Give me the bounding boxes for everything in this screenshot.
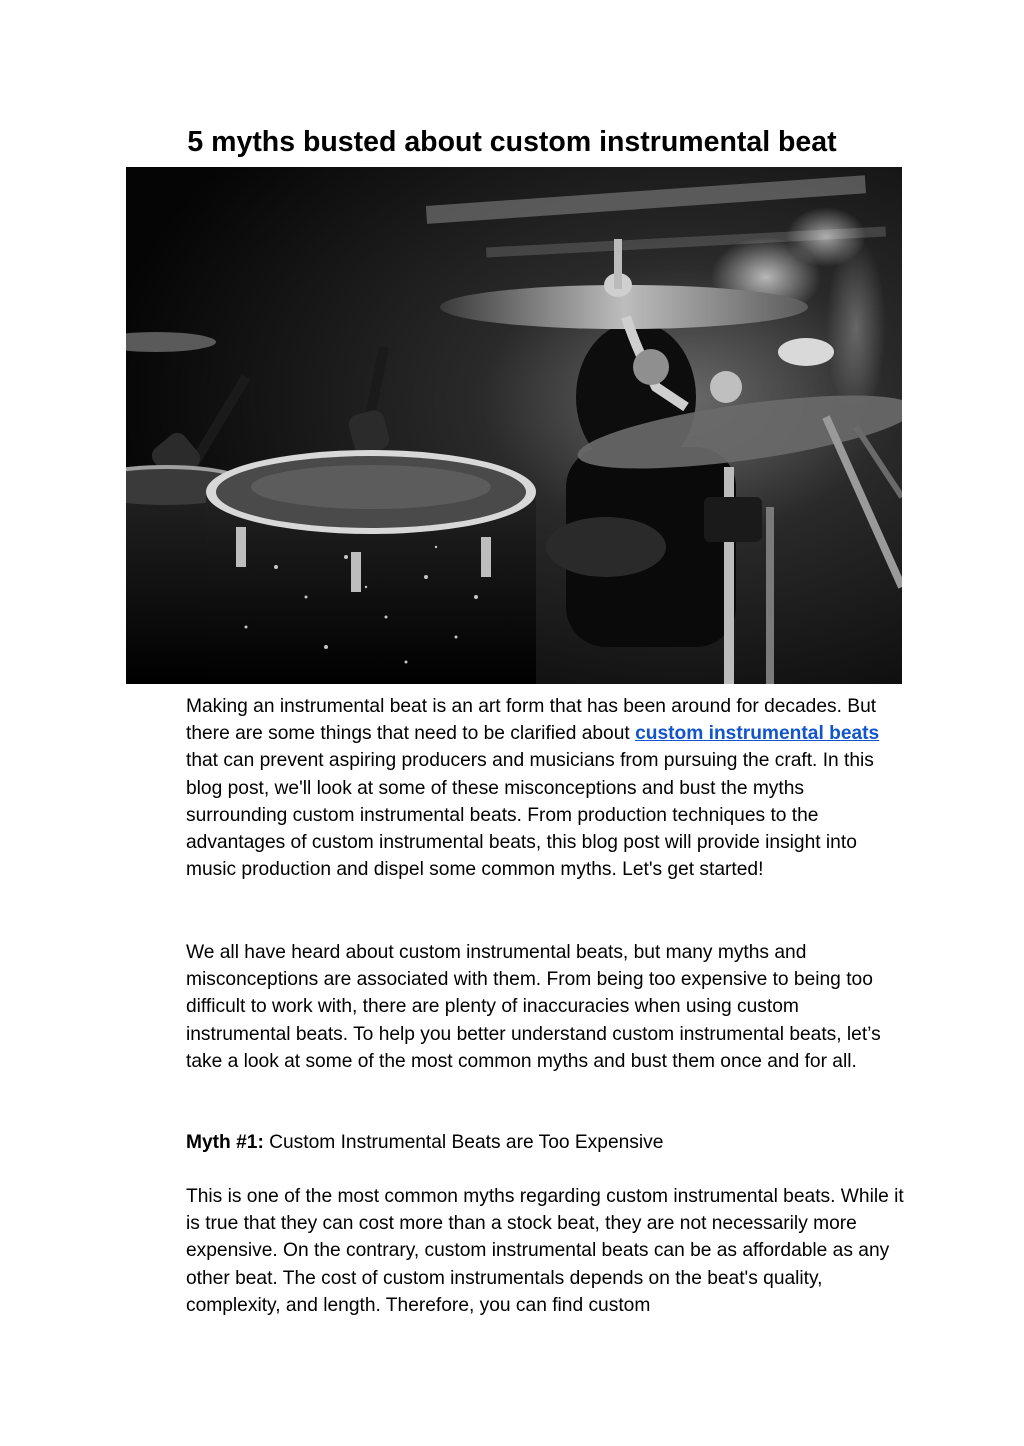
myth-1-label: Myth #1: (186, 1132, 264, 1153)
intro-text-start: Making an instrumental beat is an art form that has been around for decades. But there are some things that need to be clarified about (186, 696, 877, 745)
myth-1-heading (186, 1129, 904, 1156)
myth-1-title: Custom Instrumental Beats are Too Expensive (263, 1132, 664, 1153)
page-title: 5 myths busted about custom instrumental beat (187, 126, 837, 158)
custom-instrumental-beats-link[interactable]: custom instrumental beats (635, 723, 880, 745)
paragraph-myths-overview: We all have heard about custom instrumental beats, but many myths and misconceptions are associated with them. From being too expensive to being too difficult to work with, there are plenty of inaccuracies when using custom instrumental beats. To help you better understand custom instrumental beats, let’s take a look at some of the most common myths and bust them once and for all. (186, 942, 881, 1072)
paragraph-myth-1: This is one of the most common myths regarding custom instrumental beats. While it is true that they can cost more than a stock beat, they are not necessarily more expensive. On the contrary, custom instrumental beats can be as affordable as any other beat. The cost of custom instrumentals depends on the beat's quality, complexity, and length. Therefore, you can find custom (186, 1186, 904, 1316)
intro-text-end: that can prevent aspiring producers and musicians from pursuing the craft. In this blog post, we'll look at some of these misconceptions and bust the myths surrounding custom instrumental beats. From production techniques to the advantages of custom instrumental beats, this blog post will provide insight into music production and dispel some common myths. Let's get started! (186, 750, 874, 881)
intro-paragraph (186, 693, 904, 883)
drum-kit-photo (126, 167, 902, 684)
